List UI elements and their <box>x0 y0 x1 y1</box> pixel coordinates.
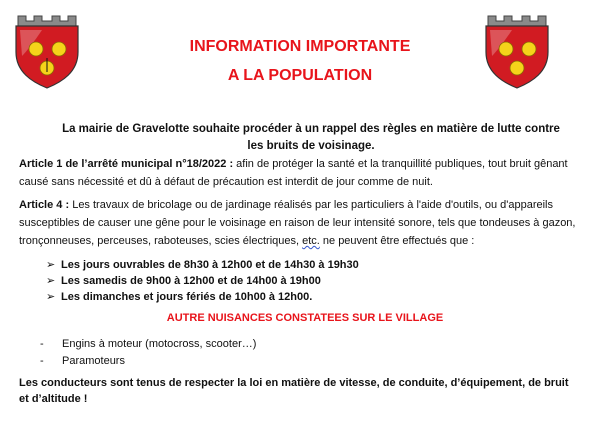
closing-paragraph: Les conducteurs sont tenus de respecter la loi en matière de vitesse, de conduite, d’équipement, de bruit et d’altitude ! <box>19 377 569 405</box>
dash-bullet: - <box>40 338 44 350</box>
dash-bullet: - <box>40 355 44 367</box>
other-nuisances-heading: AUTRE NUISANCES CONSTATEES SUR LE VILLAGE <box>166 312 444 324</box>
article-4-text-end: ne peuvent être effectués que : <box>319 235 475 247</box>
article-4-label: Article 4 : <box>19 199 70 211</box>
intro-paragraph: La mairie de Gravelotte souhaite procéder à un rappel des règles en matière de lutte contre les bruits de voisinage. <box>62 123 560 152</box>
document-title-line-2: A LA POPULATION <box>227 67 373 84</box>
list-item <box>46 273 466 289</box>
article-1-label: Article 1 de l’arrêté municipal n°18/2022 : <box>19 158 234 170</box>
list-item <box>46 257 466 273</box>
list-item <box>46 289 466 305</box>
article-1-paragraph <box>19 155 585 191</box>
arrow-bullet-icon: ➢ <box>46 275 56 287</box>
article-1-text: afin de protéger la santé et la tranquillité publiques, tout bruit gênant causé sans nécessité et dû à défaut de précaution est interdit de jour comme de nuit. <box>19 158 568 188</box>
schedule-saturdays: Les samedis de 9h00 à 12h00 et de 14h00 à 19h00 <box>61 275 321 287</box>
article-4-text: Les travaux de bricolage ou de jardinage réalisés par les particuliers à l'aide d'outils, ou d'appareils susceptibles de causer une gêne pour le voisinage en raison de leur intensité sonore, tels que tondeuses à gazon, tronçonneuses, perceuses, raboteuses, scies électriques, <box>19 199 576 247</box>
schedule-list <box>46 257 466 305</box>
arrow-bullet-icon: ➢ <box>46 259 56 271</box>
article-4-paragraph <box>19 196 585 250</box>
nuisance-paramotors: Paramoteurs <box>62 355 125 367</box>
coat-of-arms-left-icon <box>12 12 82 90</box>
list-item <box>40 336 256 353</box>
other-nuisances-list <box>40 336 256 370</box>
document-title-line-1: INFORMATION IMPORTANTE <box>189 38 411 55</box>
list-item <box>40 353 256 370</box>
schedule-sundays-holidays: Les dimanches et jours fériés de 10h00 à 12h00. <box>61 291 313 303</box>
etc-spellcheck-word: etc. <box>302 235 320 247</box>
schedule-weekdays: Les jours ouvrables de 8h30 à 12h00 et de 14h30 à 19h30 <box>61 259 359 271</box>
nuisance-motor-vehicles: Engins à moteur (motocross, scooter…) <box>62 338 257 350</box>
arrow-bullet-icon: ➢ <box>46 291 56 303</box>
